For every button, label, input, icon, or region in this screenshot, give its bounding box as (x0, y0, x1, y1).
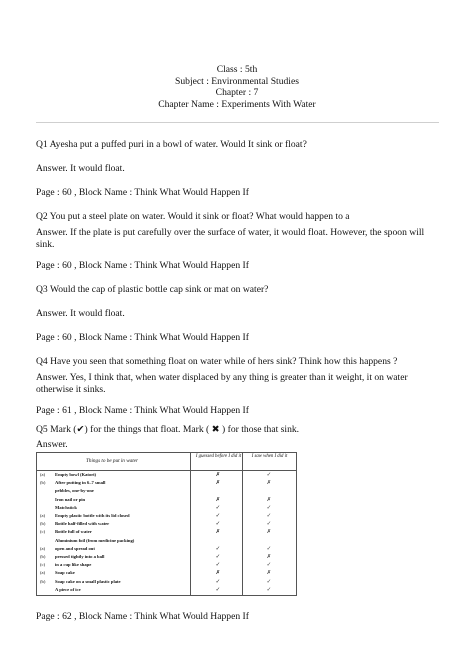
q3-page-ref: Page : 60 , Block Name : Think What Would Happen If (36, 332, 249, 343)
guess-mark: ✓ (215, 562, 221, 569)
row-label: (a) (40, 570, 46, 576)
result-mark: ✗ (266, 480, 272, 487)
table-row (37, 554, 296, 560)
q2-question: Q2 You put a steel plate on water. Would it sink or float? What would happen to a (36, 211, 350, 222)
q4-question: Q4 Have you seen that something float on water while of hers sink? Think how this happens ? (36, 356, 398, 367)
q5-answer-label: Answer. (36, 439, 68, 450)
result-mark: ✓ (266, 562, 272, 569)
q3-question: Q3 Would the cap of plastic bottle cap sink or mat on water? (36, 284, 269, 295)
column-header-guessed: I guessed before I did it (195, 454, 242, 459)
table-row (37, 587, 296, 593)
table-row (37, 579, 296, 585)
result-mark: ✓ (266, 513, 272, 519)
row-label: (b) (40, 480, 46, 486)
row-label: (c) (40, 529, 46, 535)
q1-answer: Answer. It would float. (36, 163, 125, 174)
row-label: (a) (40, 472, 46, 477)
guess-mark: ✓ (215, 545, 221, 552)
class-line: Class : 5th (216, 64, 258, 75)
q5-question: Q5 Mark (✔) for the things that float. Mark ( ✖ ) for those that sink. (36, 424, 300, 435)
table-row (37, 546, 296, 552)
row-item: Matchstick (55, 504, 77, 510)
chapter-line: Chapter : 7 (215, 87, 259, 99)
table-row (37, 488, 296, 494)
chapter-name-line: Chapter Name : Experiments With Water (158, 98, 316, 110)
result-mark: ✓ (266, 586, 272, 593)
row-item: Soap cake (55, 570, 75, 576)
result-mark: ✓ (266, 472, 272, 478)
q2-answer: Answer. If the plate is put carefully over the surface of water, it would float. However, the spoon will sink. (36, 227, 425, 250)
row-label: (b) (40, 521, 46, 527)
q3-answer: Answer. It would float. (36, 308, 125, 319)
row-item: A piece of ice (55, 586, 81, 592)
row-item: pressed tightly into a ball (55, 554, 105, 559)
result-mark: ✗ (266, 570, 272, 577)
guess-mark: ✓ (215, 578, 221, 585)
guess-mark: ✗ (215, 496, 221, 503)
column-header-saw: I saw when I did it (251, 454, 288, 459)
row-item: Iron nail or pin (55, 496, 86, 502)
table-row (37, 497, 296, 503)
row-item: Bottle full of water (55, 529, 92, 535)
guess-mark: ✓ (215, 586, 221, 593)
table-row (37, 480, 296, 486)
row-label: (b) (40, 554, 46, 559)
q2-page-ref: Page : 60 , Block Name : Think What Would Happen If (36, 260, 249, 271)
row-label: (a) (40, 545, 46, 551)
result-mark: ✓ (266, 521, 272, 528)
q1-page-ref: Page : 60 , Block Name : Think What Would Happen If (36, 187, 249, 198)
result-mark: ✓ (266, 545, 272, 552)
row-item: After putting in 6–7 small (55, 480, 106, 486)
column-header-things: Things to be put in water (85, 458, 139, 464)
guess-mark: ✓ (215, 554, 221, 560)
guess-mark: ✓ (215, 513, 221, 519)
result-mark: ✓ (266, 578, 272, 585)
table-row (37, 505, 296, 511)
table-row (37, 570, 296, 576)
row-item: open and spread out (55, 545, 95, 551)
result-mark: ✗ (266, 496, 272, 503)
result-mark: ✗ (266, 529, 272, 536)
table-header (37, 453, 296, 471)
guess-mark: ✗ (215, 472, 221, 478)
row-item: pebbles, one-by-one (55, 488, 94, 494)
q1-question: Q1 Ayesha put a puffed puri in a bowl of water. Would It sink or float? (36, 139, 307, 150)
guess-mark: ✗ (215, 570, 221, 577)
row-item: Aluminium foil (from medicine packing) (55, 537, 135, 543)
table-row (37, 472, 296, 478)
row-item: in a cup like shape (55, 562, 92, 568)
row-item: Bottle half-filled with water (55, 521, 110, 527)
row-label: (b) (40, 578, 46, 584)
result-mark: ✗ (266, 554, 272, 560)
result-mark: ✓ (266, 504, 272, 511)
table-row (37, 521, 296, 527)
table-row (37, 513, 296, 519)
q4-answer: Answer. Yes, I think that, when water displaced by any thing is greater than it weight, it on water otherwise it sinks. (36, 372, 408, 395)
row-item: Empty plastic bottle with its lid closed (55, 513, 130, 518)
table-row (37, 562, 296, 568)
subject-line: Subject : Environmental Studies (175, 75, 299, 87)
guess-mark: ✓ (215, 504, 221, 511)
row-item: Soap cake on a small plastic plate (55, 578, 121, 584)
guess-mark: ✓ (215, 521, 221, 528)
q4-page-ref: Page : 61 , Block Name : Think What Would Happen If (36, 405, 249, 416)
table-row (37, 538, 296, 544)
table-row (37, 529, 296, 535)
header-divider (36, 122, 439, 123)
document-header (0, 64, 474, 110)
guess-mark: ✗ (215, 480, 221, 487)
page-footer-ref: Page : 62 , Block Name : Think What Would Happen If (36, 611, 249, 622)
float-sink-table (36, 452, 297, 596)
row-item: Empty bowl (Katori) (55, 472, 97, 477)
guess-mark: ✗ (215, 529, 221, 536)
row-label: (c) (40, 562, 46, 568)
row-label: (a) (40, 513, 46, 518)
